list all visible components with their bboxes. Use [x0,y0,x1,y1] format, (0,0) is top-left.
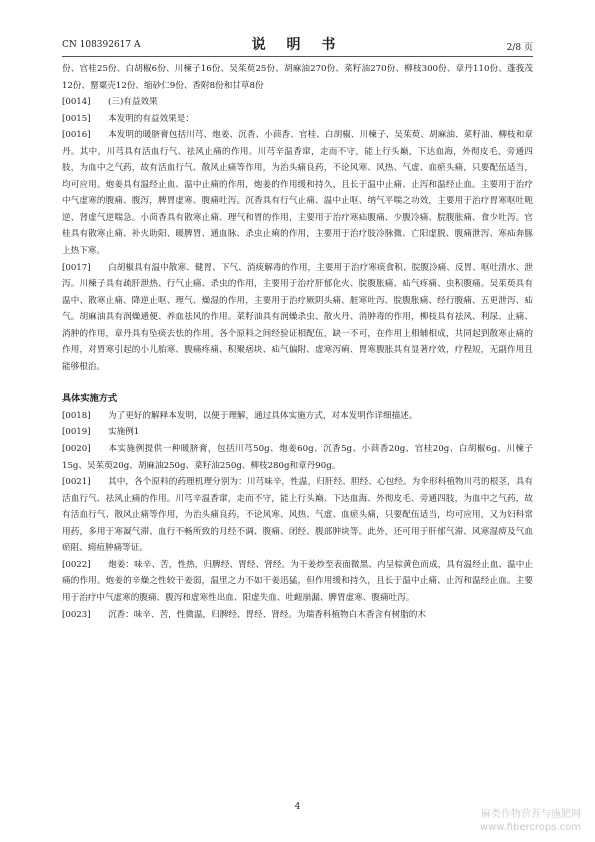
doc-number: CN 108392617 A [62,40,141,50]
paragraph [62,408,533,425]
paragraph-number: [0019] [62,427,91,438]
paragraph [62,127,533,259]
paragraph-number: [0015] [62,113,91,124]
paragraph-text: (三)有益效果 [108,97,158,108]
paragraph-number: [0020] [62,444,91,455]
paragraph-number: [0018] [62,410,91,421]
paragraph-text: 份、官桂25份、白胡椒6份、川楝子16份、吴茱萸25份、胡麻油270份、菜籽油270份、柳枝300份、章丹110份、蓬莪茂12份、罂粟壳12份、缩砂仁9份、香附8份和甘草8份 [62,64,533,91]
paragraph [62,607,533,624]
paragraph-text: 实施例1 [108,427,140,438]
paragraph-text: 为了更好的解释本发明，以便于理解，通过具体实施方式，对本发明作详细描述。 [108,410,418,421]
paragraph-text: 本实施例提供一种暖脐膏，包括川芎50g、炮姜60g、沉香5g、小茴香20g、官桂20g、白胡椒6g、川楝子15g、吴茱萸20g、胡麻油250g、菜籽油250g、柳枝280g和章丹90g。 [62,444,533,471]
paragraph [62,474,533,557]
paragraph [62,94,533,111]
paragraph-number: [0021] [62,477,91,488]
header-rule [62,56,533,57]
paragraph-text: 本发明的暖脐膏包括川芎、炮姜、沉香、小茴香、官桂、白胡椒、川楝子、吴茱萸、胡麻油、菜籽油、柳枝和章丹。其中，川芎具有活血行气、祛风止痛的作用。川芎辛温香窜，走而不守，能上行头巅，下达血海，外彻皮毛，旁通四肢，为血中之气药，故有活血行气、散风止痛等作用，为治头痛良药，不论风寒、风热、气虚、血瘀头痛，只要配伍适当，均可应用。炮姜具有温经止血、温中止痛的作用，炮姜的作用缓和持久，且长于温中止痛、止泻和温经止血。主要用于治疗中气虚寒的腹痛、腹泻，脾胃虚寒、腹痛吐泻。沉香具有行气止痛、温中止呕、纳气平喘之功效，主要用于治疗胃寒呕吐呃逆、肾虚气逆喘急。小茴香具有散寒止痛、理气和胃的作用，主要用于治疗寒疝腹痛、少腹冷痛、脘腹胀痛、食少吐泻。官桂具有散寒止痛、补火助阳、暖脾胃、通血脉、杀虫止痢的作用，主要用于治疗肢冷脉微、亡阳虚脱、腹痛泄泻、寒疝奔豚上热下寒。 [62,130,533,257]
watermark-line1: 麻类作物营养与施肥网 [481,809,581,820]
paragraph-number: [0016] [62,130,91,141]
paragraph-text: 沉香：味辛、苦，性微温，归脾经、胃经、肾经。为瑞香科植物白木香含有树脂的木 [108,609,426,620]
document-body [62,61,533,623]
paragraph [62,441,533,474]
paragraph-text: 本发明的有益效果是： [108,113,194,124]
watermark [480,808,581,834]
page-header [62,34,533,54]
paragraph-text: 白胡椒具有温中散寒、健胃、下气、消痰解毒的作用，主要用于治疗寒痰食积、脘腹冷痛、反胃、呕吐清水、泄泻。川楝子具有疏肝泄热、行气止痛、杀虫的作用，主要用于治疗肝郁化火、脘腹胀痛、疝气疼痛、虫积腹痛。吴茱萸具有温中、散寒止痛、降逆止呕、理气、燥湿的作用，主要用于治疗厥阴头痛、脏寒吐泻、脘腹胀痛、经行腹痛、五更泄泻、疝气。胡麻油具有润燥通便、养血祛风的作用。菜籽油具有润燥杀虫、散火丹、消肿毒的作用，柳枝具有祛风、利尿、止痛、消肿的作用，章丹具有坠痰去怯的作用。各个原料之间经验证相配伍，缺一不可，在作用上相辅相成，共同起到散寒止痛的作用，对胃寒引起的小儿胎寒、腹痛疼痛、积聚痞块、疝气偏附、虚寒泻痢、胃寒腹胀具有显著疗效，疗程短，无副作用且能够根治。 [62,262,533,372]
paragraph-number: [0023] [62,609,91,620]
paragraph-text: 其中，各个原料的药理机理分别为：川芎味辛，性温，归肝经、胆经、心包经。为伞形科植物川芎的根茎，具有活血行气、祛风止痛的作用。川芎辛温香窜，走而不守，能上行头巅、下达血海、外彻皮毛、旁通四肢，为血中之气药，故有活血行气、散风止痛等作用，为治头痛良药，不论风寒、风热、气虚、血瘀头痛，只要配伍适当，均可应用，又为妇科常用药，多用于寒凝气滞、血行不畅所致的月经不调、腹痛、闭经、腹部肿块等。此外，还可用于肝郁气滞、风寒湿痹及气血瘀阻、痈疽肿痛等证。 [62,477,533,554]
section-heading: 具体实施方式 [62,393,118,405]
watermark-line2: www.fibercrops.com [479,822,581,833]
paragraph-text: 炮姜：味辛、苦，性热，归脾经、胃经、肾经。为干姜炒至表面微黑、内呈棕黄色而成，具有温经止血、温中止痛的作用。炮姜的辛燥之性较干姜弱，温里之力不如干姜迅猛，但作用缓和持久，且长于温中止痛、止泻和温经止血。主要用于治疗中气虚寒的腹痛、腹泻和虚寒性出血、阳虚失血、吐衄崩漏、脾胃虚寒、腹痛吐泻。 [62,559,533,603]
paragraph [62,424,533,441]
paragraph [62,557,533,607]
paragraph-number: [0022] [62,559,91,570]
paragraph [62,61,533,94]
paragraph [62,111,533,128]
paragraph-number: [0014] [62,97,91,108]
paragraph-number: [0017] [62,262,91,273]
page-number: 4 [294,802,301,812]
page-indicator: 2/8 页 [506,43,533,53]
paragraph [62,260,533,376]
doc-title: 说 明 书 [251,37,344,53]
